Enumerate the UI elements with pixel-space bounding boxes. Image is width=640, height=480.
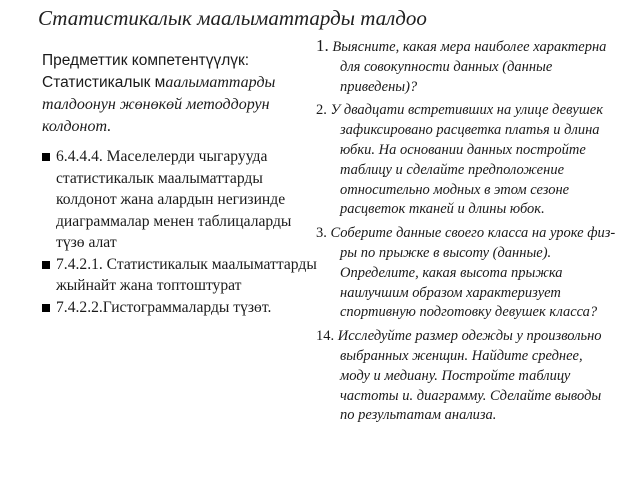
subject-competence (42, 50, 318, 138)
task-item (316, 101, 616, 220)
square-bullet-icon (42, 304, 50, 312)
task-number: 3. (316, 225, 327, 242)
task-text: У двадцати встретивших на улице девушек зафиксировано расцветка платья и длина юбки. На основании данных постройте таблицу и сделайте предположение относительно модных в этом сезоне расцветок тканей и длины юбок. (326, 102, 603, 218)
task-text: Выясните, какая мера наиболее характерна для совокупности данных (данные приведены)? (328, 39, 607, 95)
task-item (316, 224, 616, 323)
competence-prefix: Предметтик компетентүүлүк: Статистикалык м (42, 52, 250, 91)
competence-italic: аалыматтарды талдоонун жөнөкөй методдорун колдонот. (42, 74, 276, 135)
slide-title: Статистикалык маалыматтарды талдоо (38, 6, 427, 30)
task-number: 2. (316, 102, 327, 119)
square-bullet-icon (42, 153, 50, 161)
task-number: 14. (316, 328, 335, 345)
learning-outcome-item (42, 146, 318, 254)
tasks-column (316, 36, 616, 430)
task-text: Исследуйте размер одежды у произвольно выбранных женщин. Найдите среднее, моду и медиану. Постройте таблицу частоты и. диаграмму. Сделайте выводы по результатам анализа. (334, 328, 602, 424)
task-number: 1. (316, 36, 329, 55)
outcome-text: 7.4.2.1. Статистикалык маалыматтарды жыйнайт жана топтоштурат (56, 255, 317, 294)
outcome-text: 7.4.2.2.Гистограммаларды түзөт. (56, 298, 272, 316)
competence-column (42, 50, 318, 318)
learning-outcome-item (42, 297, 318, 319)
task-item (316, 327, 616, 426)
outcome-text: 6.4.4.4. Маселелерди чыгарууда статистикалык маалыматтарды колдонот жана алардын негизинде диаграммалар менен таблицаларды түзө алат (56, 148, 292, 251)
learning-outcomes-list (42, 146, 318, 318)
task-item (316, 36, 616, 97)
square-bullet-icon (42, 261, 50, 269)
learning-outcome-item (42, 254, 318, 297)
task-text: Соберите данные своего класса на уроке физ-ры по прыжке в высоту (данные). Определите, какая высота прыжка наилучшим образом характеризует спортивную подготовку девушек класса? (326, 225, 616, 321)
